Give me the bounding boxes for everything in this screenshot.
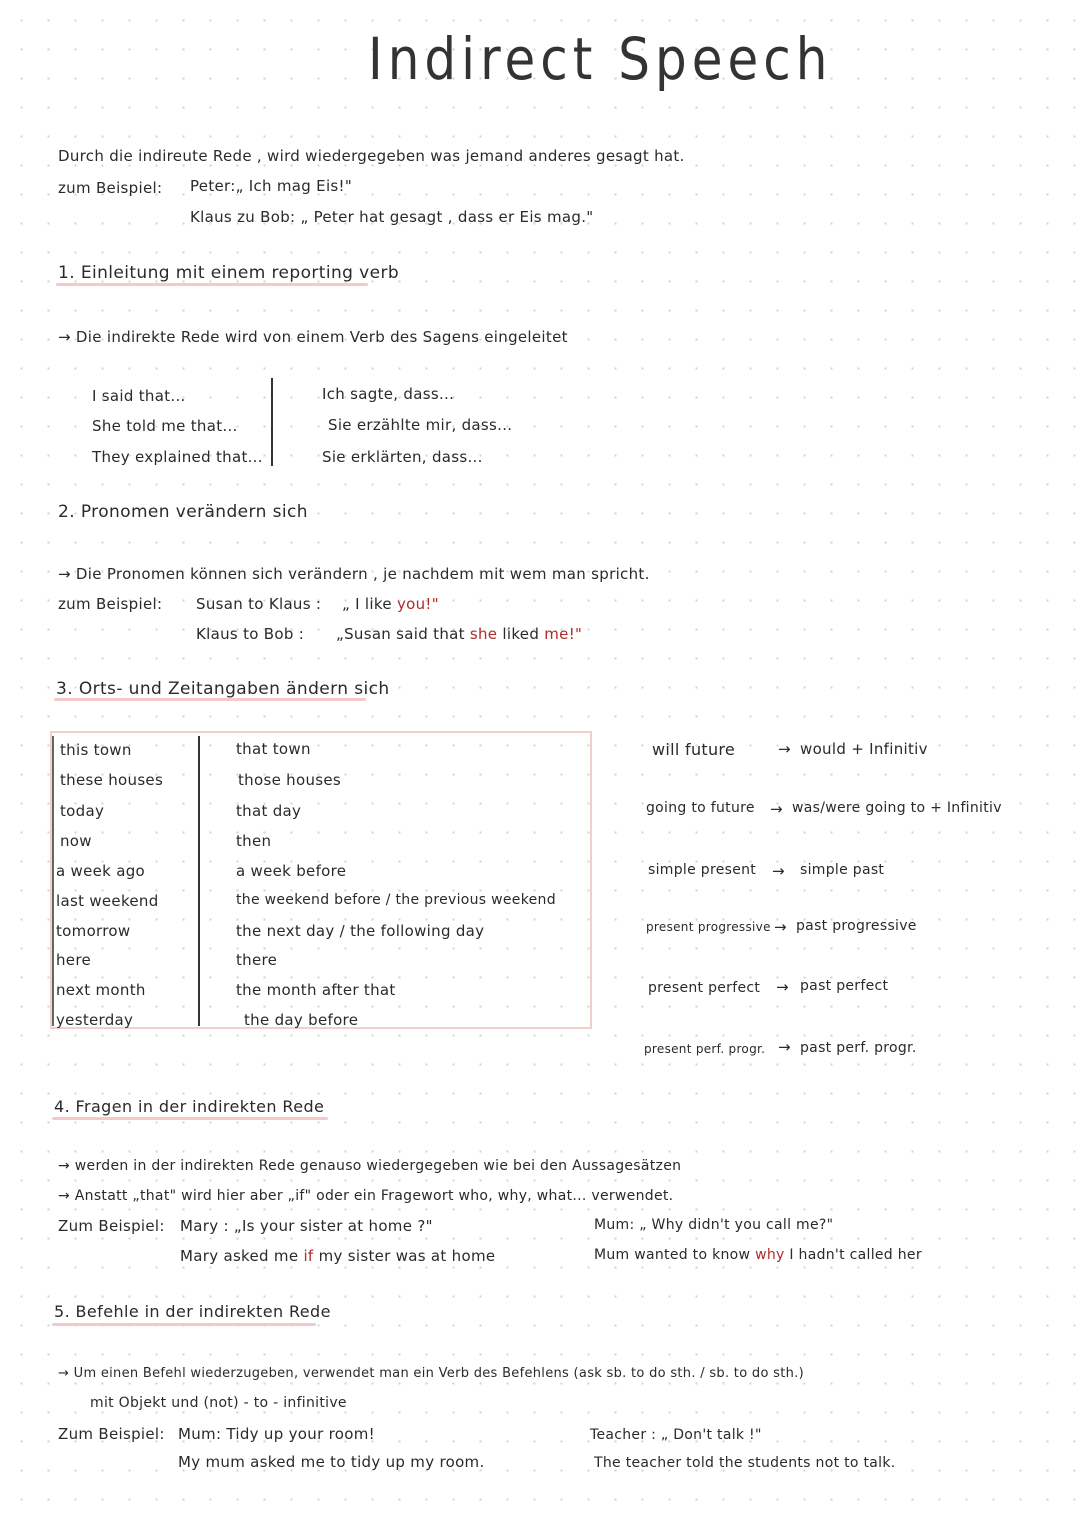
section-4-ex1-answer	[180, 1247, 495, 1265]
tense-from: present perfect	[648, 980, 761, 996]
ex2-quote-highlight-me: me!"	[544, 625, 583, 643]
reporting-de-1: Ich sagte, dass...	[322, 385, 455, 403]
tense-arrow: →	[772, 862, 785, 880]
tense-from: simple present	[648, 862, 757, 878]
table-left-cell: this town	[60, 741, 132, 759]
tense-from: will future	[652, 740, 736, 759]
section-4-note-1: → werden in der indirekten Rede genauso wiedergegeben wie bei den Aussagesätzen	[58, 1158, 682, 1174]
section-1-note: → Die indirekte Rede wird von einem Verb des Sagens eingeleitet	[58, 328, 568, 346]
table-left-cell: last weekend	[56, 892, 159, 910]
table-left-cell: now	[60, 832, 92, 850]
section-2-ex2-speaker: Klaus to Bob :	[196, 625, 305, 643]
table-right-cell: the weekend before / the previous weekend	[236, 892, 556, 908]
tense-arrow: →	[770, 800, 783, 818]
ex2-quote-mid: liked	[502, 625, 540, 643]
reporting-en-2: She told me that...	[92, 417, 238, 435]
tense-to: past progressive	[796, 918, 917, 934]
ex1-quote-text: „ I like	[342, 595, 392, 613]
ex2-answer-highlight: why	[755, 1247, 785, 1263]
section-4-note-2: → Anstatt „that" wird hier aber „if" oder ein Fragewort who, why, what... verwendet.	[58, 1188, 674, 1204]
tense-to: simple past	[800, 862, 885, 878]
section-4-ex2-question: Mum: „ Why didn't you call me?"	[594, 1217, 834, 1233]
table-right-cell: the next day / the following day	[236, 922, 485, 940]
section-5-ex2-reported: The teacher told the students not to talk.	[594, 1455, 896, 1471]
table-divider	[198, 736, 200, 1026]
reporting-en-1: I said that...	[92, 387, 186, 405]
section-2-example-label: zum Beispiel:	[58, 595, 163, 613]
page-title: Indirect Speech	[368, 26, 833, 93]
ex2-quote-highlight-she: she	[469, 625, 498, 643]
section-2-heading: 2. Pronomen verändern sich	[58, 502, 308, 522]
ex1-quote-highlight: you!"	[396, 595, 439, 613]
table-left-cell: here	[56, 951, 92, 969]
table-right-cell: that town	[236, 740, 311, 758]
table-right-cell: a week before	[236, 862, 347, 880]
section-4-ex2-answer	[594, 1247, 922, 1263]
table-left-cell: next month	[56, 981, 146, 999]
tense-to: was/were going to + Infinitiv	[792, 800, 1002, 816]
section-5-example-label: Zum Beispiel:	[58, 1425, 165, 1443]
section-2-note: → Die Pronomen können sich verändern , je nachdem mit wem man spricht.	[58, 565, 650, 583]
ex1-answer-post: my sister was at home	[318, 1247, 496, 1265]
ex2-quote-text: „Susan said that	[336, 625, 465, 643]
section-5-heading: 5. Befehle in der indirekten Rede	[54, 1302, 331, 1321]
table-right-cell: then	[236, 832, 272, 850]
intro-line: Durch die indireute Rede , wird wiedergegeben was jemand anderes gesagt hat.	[58, 147, 685, 165]
intro-example-label: zum Beispiel:	[58, 179, 163, 197]
reporting-de-2: Sie erzählte mir, dass...	[328, 416, 513, 434]
table-left-cell: a week ago	[56, 862, 146, 880]
table-left-cell: today	[60, 802, 105, 820]
tense-to: past perfect	[800, 978, 889, 994]
table-right-cell: there	[236, 951, 278, 969]
section-5-ex1-command: Mum: Tidy up your room!	[178, 1425, 375, 1443]
tense-from: present progressive	[646, 920, 771, 934]
heading-5-highlight	[52, 1323, 316, 1326]
ex1-answer-highlight: if	[303, 1247, 314, 1265]
table-right-cell: those houses	[238, 771, 342, 789]
tense-to: would + Infinitiv	[800, 740, 928, 758]
tense-arrow: →	[774, 918, 787, 936]
section-1-heading: 1. Einleitung mit einem reporting verb	[58, 263, 400, 283]
tense-from: present perf. progr.	[644, 1042, 766, 1056]
table-left-line	[52, 736, 54, 1026]
section-5-note-1: → Um einen Befehl wiederzugeben, verwendet man ein Verb des Befehlens (ask sb. to do sth. / sb. to do sth.)	[58, 1366, 804, 1381]
table-right-cell: the month after that	[236, 981, 396, 999]
tense-arrow: →	[776, 978, 789, 996]
reporting-en-3: They explained that...	[92, 448, 263, 466]
table-right-cell: that day	[236, 802, 302, 820]
tense-arrow: →	[778, 1038, 791, 1056]
intro-example-2: Klaus zu Bob: „ Peter hat gesagt , dass er Eis mag."	[190, 208, 594, 226]
reporting-de-3: Sie erklärten, dass...	[322, 448, 483, 466]
intro-example-1: Peter:„ Ich mag Eis!"	[190, 177, 353, 195]
section-3-heading: 3. Orts- und Zeitangaben ändern sich	[56, 679, 390, 699]
ex2-answer-pre: Mum wanted to know	[594, 1247, 751, 1263]
section-4-example-label: Zum Beispiel:	[58, 1217, 165, 1235]
heading-4-highlight	[52, 1117, 328, 1120]
table-right-cell: the day before	[244, 1011, 359, 1029]
reporting-divider	[271, 378, 273, 466]
section-4-heading: 4. Fragen in der indirekten Rede	[54, 1097, 325, 1116]
section-2-ex2-quote	[336, 625, 582, 643]
ex2-answer-post: I hadn't called her	[789, 1247, 922, 1263]
table-left-cell: these houses	[60, 771, 164, 789]
section-4-ex1-question: Mary : „Is your sister at home ?"	[180, 1217, 433, 1235]
tense-to: past perf. progr.	[800, 1040, 917, 1056]
section-2-ex1-speaker: Susan to Klaus :	[196, 595, 322, 613]
table-left-cell: tomorrow	[56, 922, 131, 940]
ex1-answer-pre: Mary asked me	[180, 1247, 299, 1265]
section-5-ex2-command: Teacher : „ Don't talk !"	[590, 1427, 762, 1443]
tense-from: going to future	[646, 800, 755, 816]
section-2-ex1-quote	[342, 595, 439, 613]
heading-1-highlight	[56, 283, 368, 286]
section-5-note-2: mit Objekt und (not) - to - infinitive	[90, 1395, 347, 1411]
tense-arrow: →	[778, 740, 791, 758]
table-left-cell: yesterday	[56, 1011, 134, 1029]
section-5-ex1-reported: My mum asked me to tidy up my room.	[178, 1453, 485, 1471]
